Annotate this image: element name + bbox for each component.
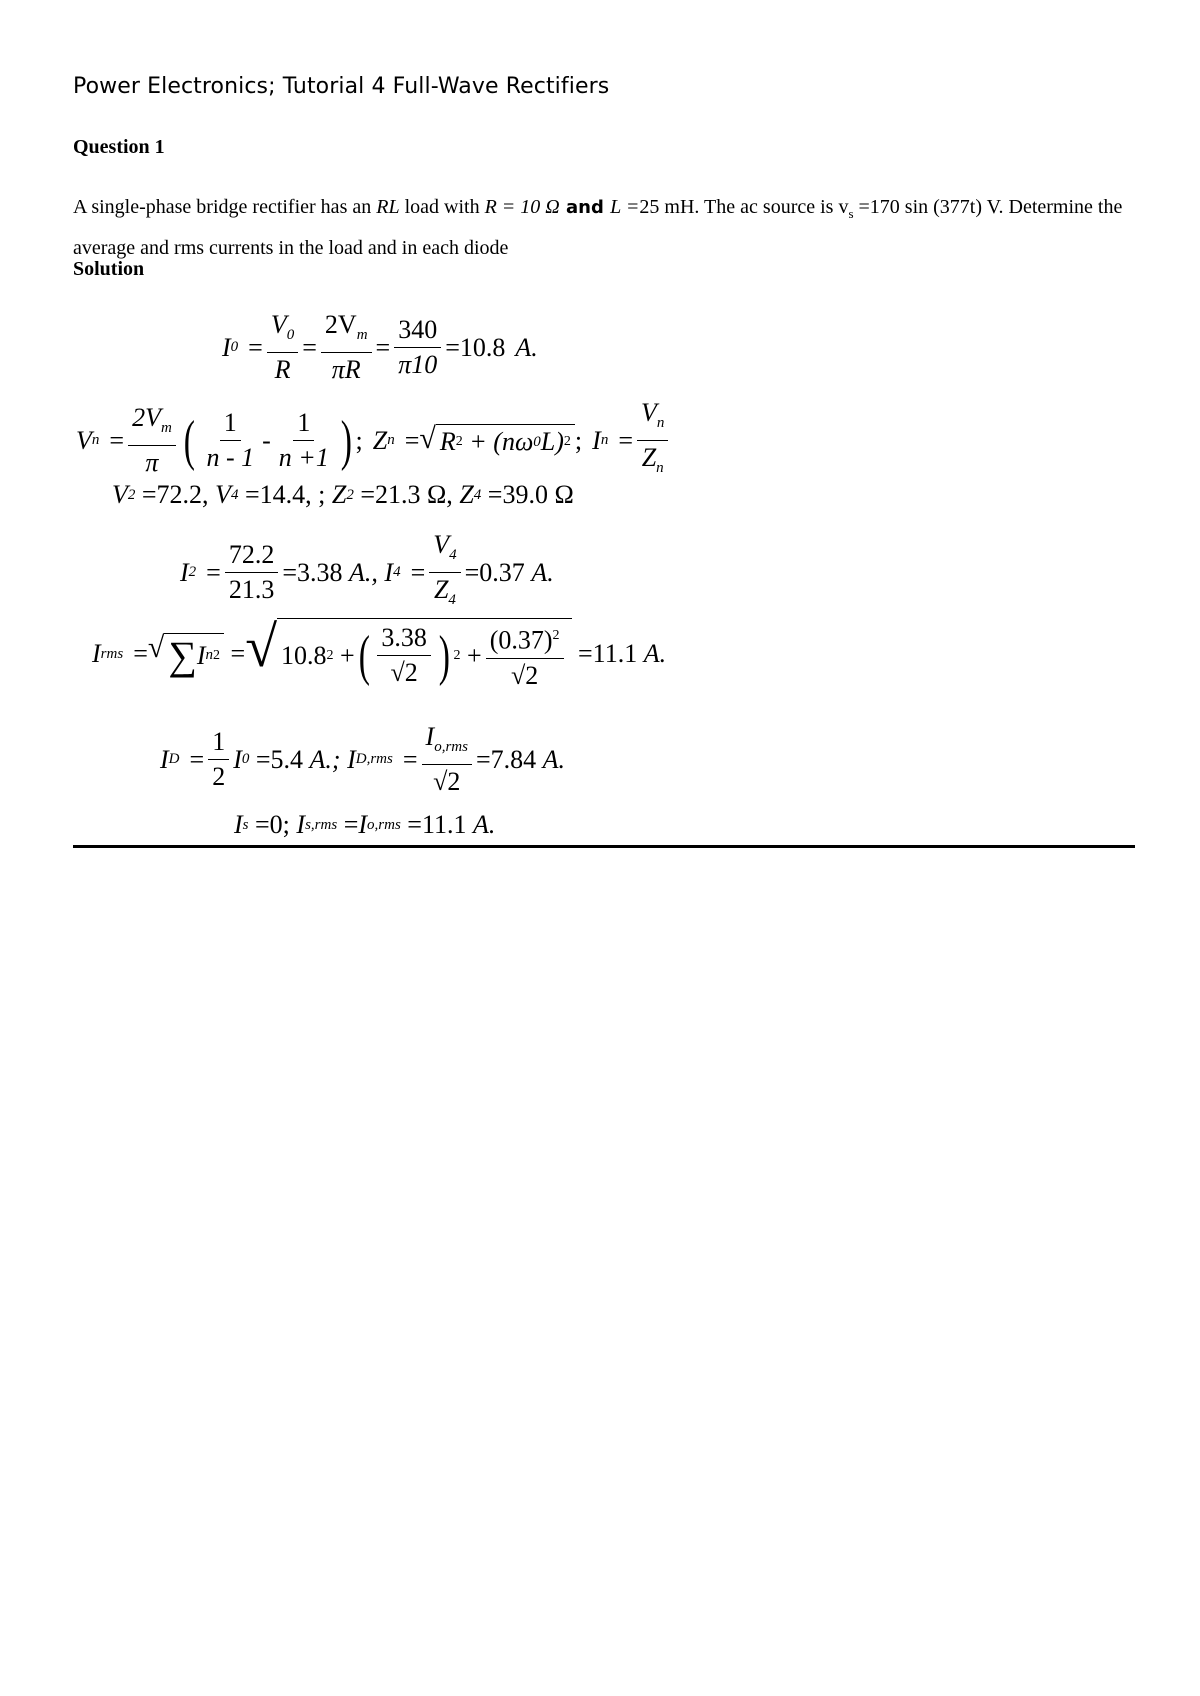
equation-diode-currents: I D = $\frac{1}{2}$ I 0 =5.4 A.; I D,rms = $\frac{I_{o,rms}}{√2}$ =7.84 A. [160, 722, 566, 797]
equation-average-current: I 0 = $\frac{V_0}{R}$ = $\frac{2V_m}{\pi R}$ = $\frac{340}{\pi 10}$ =10.8 A. [222, 310, 538, 385]
horizontal-rule [73, 845, 1135, 848]
equation-harmonic-currents: I 2 = $\frac{72.2}{21.3}$ =3.38 A., I 4 = $\frac{V_4}{Z_4}$ =0.37 A. [180, 530, 554, 609]
equation-rms-current: I rms = √ ∑ I n 2 = √ 10.8 2 + ( $\frac{3.38}{√2}$ ) 2 + $\frac{(0.37)^2}{√2}$ =11.1 A. [92, 614, 667, 690]
solution-heading: Solution [73, 258, 145, 280]
question-heading: Question 1 [73, 136, 165, 158]
equation-source-current: I s =0; I s,rms = I o,rms =11.1 A. [234, 810, 496, 839]
equation-values: V 2 =72.2, V 4 =14.4, ; Z 2 =21.3 Ω, Z 4 =39.0 Ω [112, 480, 574, 509]
problem-statement: A single-phase bridge rectifier has an RL load with R = 10 Ω and L =25 mH. The ac source is $v_s =170$ sin (377t) V. Determine the average and rms currents in the load and in each diode [73, 196, 1123, 259]
equation-harmonics: V n = $\frac{2V_m}{\pi}$ ( $\frac{1}{n - 1}$ - $\frac{1}{n +1}$ ) ; Z n = √ R 2 + (nω 0 L) 2 ; I n = $\frac{V_n}{Z_n}$ [76, 398, 672, 483]
page-title: Power Electronics; Tutorial 4 Full-Wave Rectifiers [73, 74, 610, 99]
